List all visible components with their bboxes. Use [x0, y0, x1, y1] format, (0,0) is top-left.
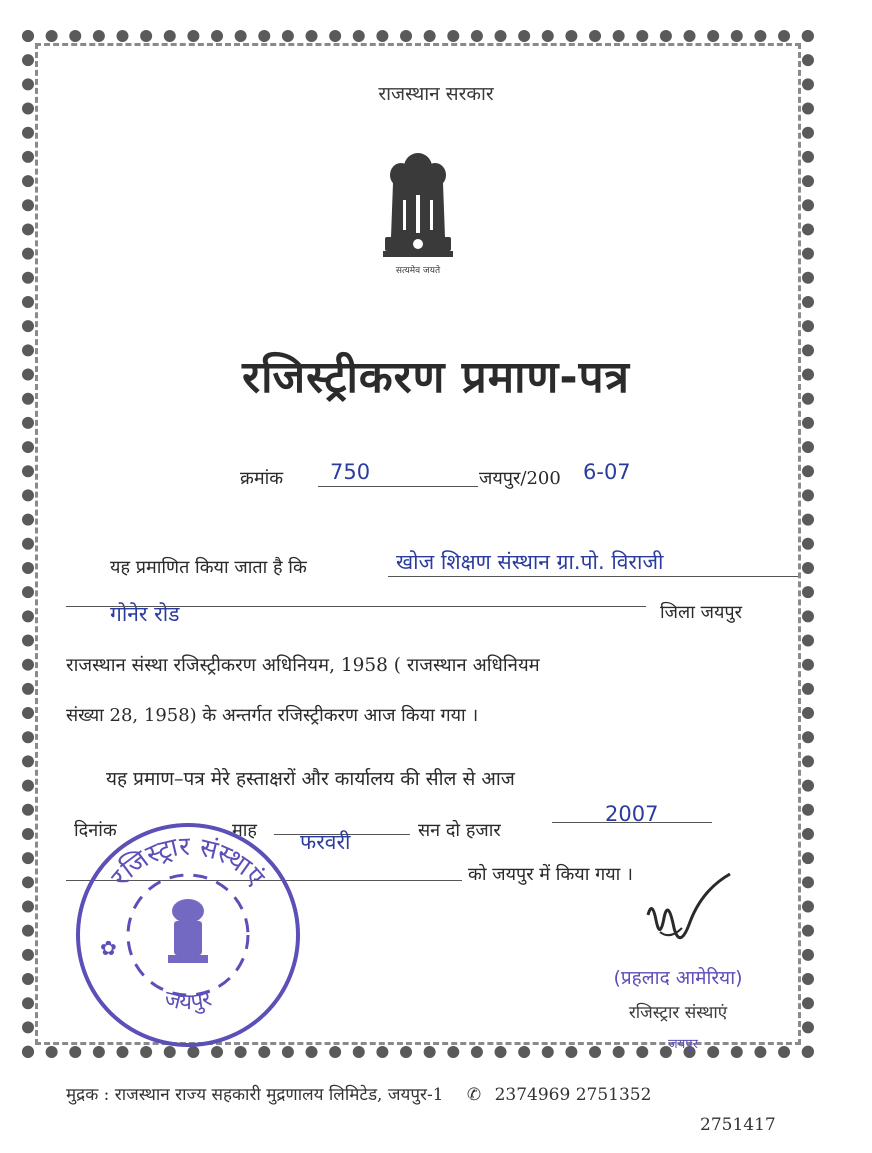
printer-footer: [66, 1082, 651, 1105]
printer-phones: 2374969 2751352: [494, 1085, 652, 1105]
society-name-handwritten: खोज शिक्षण संस्थान ग्रा.पो. विराजी: [396, 550, 664, 574]
seal-emblem-icon: [168, 899, 208, 963]
seal-top-text: रजिस्ट्रार संस्थाएं: [105, 831, 271, 893]
certificate-number-line: [318, 486, 478, 487]
certificate-number-suffix: जयपुर/200: [479, 468, 561, 489]
month-handwritten: फरवरी: [300, 830, 351, 854]
month-label: माह: [232, 820, 257, 841]
national-emblem-icon: [373, 145, 463, 285]
society-name-line: [388, 576, 798, 577]
certificate-number-label: क्रमांक: [240, 468, 284, 489]
emblem-motto: सत्यमेव जयते: [395, 266, 441, 276]
officer-name: (प्रहलाद आमेरिया): [613, 967, 743, 989]
certificate-number-value: 750: [330, 460, 371, 484]
seal-flower-icon: ✿: [100, 936, 117, 960]
year-label: सन दो हजार: [418, 820, 501, 841]
certificate-title: रजिस्ट्रीकरण प्रमाण-पत्र: [242, 352, 630, 403]
date-label: दिनांक: [74, 820, 117, 841]
certify-prefix: यह प्रमाणित किया जाता है कि: [110, 557, 307, 578]
government-heading: राजस्थान सरकार: [378, 83, 494, 105]
printer-phone-extra: 2751417: [700, 1115, 776, 1135]
society-address-line: [66, 606, 646, 607]
year-handwritten: 2007: [605, 802, 659, 826]
certificate-year-handwritten: 6-07: [583, 460, 631, 484]
officer-designation: रजिस्ट्रार संस्थाएं: [628, 1003, 728, 1023]
officer-signature: [630, 870, 750, 960]
society-address-handwritten: गोनेर रोड: [110, 602, 180, 626]
phone-icon: ✆: [466, 1085, 482, 1105]
officer-name-stamp: [578, 960, 778, 1060]
place-text: को जयपुर में किया गया ।: [468, 864, 633, 885]
office-seal: [68, 815, 308, 1055]
printer-text: मुद्रक : राजस्थान राज्य सहकारी मुद्रणालय लिमिटेड, जयपुर-1: [66, 1085, 444, 1105]
act-text-line2: संख्या 28, 1958) के अन्तर्गत रजिस्ट्रीकरण आज किया गया ।: [66, 705, 479, 726]
district-text: जिला जयपुर: [660, 602, 742, 623]
seal-text: यह प्रमाण–पत्र मेरे हस्ताक्षरों और कार्यालय की सील से आज: [106, 768, 515, 790]
act-text-line1: राजस्थान संस्था रजिस्ट्रीकरण अधिनियम, 1958 ( राजस्थान अधिनियम: [66, 655, 540, 676]
officer-city: जयपुर: [668, 1037, 698, 1052]
seal-bottom-text: जयपुर: [161, 986, 215, 1016]
